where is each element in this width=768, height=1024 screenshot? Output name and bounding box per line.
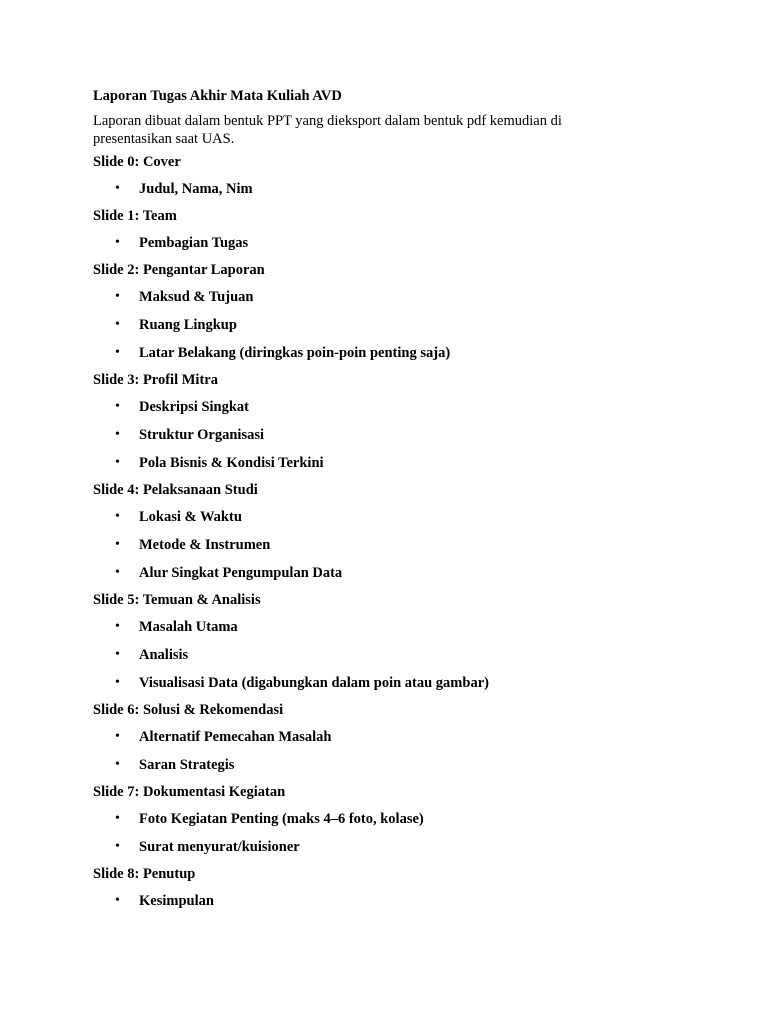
bullet-list (93, 618, 713, 692)
slide-heading: Slide 0: Cover (93, 154, 181, 170)
list-item-text: Alternatif Pemecahan Masalah (139, 729, 332, 745)
list-item-text: Saran Strategis (139, 757, 235, 773)
list-item (93, 316, 713, 334)
slide-outline (93, 153, 713, 910)
slide-heading: Slide 6: Solusi & Rekomendasi (93, 702, 284, 718)
bullet-icon: • (115, 289, 120, 304)
bullet-icon: • (115, 509, 120, 524)
bullet-icon: • (115, 181, 120, 196)
list-item (93, 344, 713, 362)
list-item (93, 536, 713, 554)
bullet-icon: • (115, 619, 120, 634)
list-item-text: Lokasi & Waktu (139, 509, 242, 525)
document-title: Laporan Tugas Akhir Mata Kuliah AVD (93, 88, 342, 104)
list-item-text: Pola Bisnis & Kondisi Terkini (139, 455, 324, 471)
list-item (93, 674, 713, 692)
list-item (93, 646, 713, 664)
list-item-text: Deskripsi Singkat (139, 399, 249, 415)
list-item-text: Maksud & Tujuan (139, 289, 254, 305)
list-item-text: Pembagian Tugas (139, 235, 249, 251)
list-item (93, 180, 713, 198)
bullet-icon: • (115, 839, 120, 854)
list-item (93, 508, 713, 526)
bullet-icon: • (115, 537, 120, 552)
list-item (93, 398, 713, 416)
list-item-text: Masalah Utama (139, 619, 238, 635)
slide-heading: Slide 2: Pengantar Laporan (93, 262, 265, 278)
bullet-icon: • (115, 565, 120, 580)
slide-heading: Slide 1: Team (93, 208, 177, 224)
list-item-text: Surat menyurat/kuisioner (139, 839, 300, 855)
bullet-list (93, 180, 713, 198)
intro-paragraph (93, 112, 713, 148)
bullet-icon: • (115, 345, 120, 360)
slide-heading: Slide 7: Dokumentasi Kegiatan (93, 784, 286, 800)
bullet-icon: • (115, 757, 120, 772)
list-item-text: Struktur Organisasi (139, 427, 265, 443)
bullet-icon: • (115, 675, 120, 690)
bullet-list (93, 728, 713, 774)
bullet-list (93, 810, 713, 856)
list-item (93, 454, 713, 472)
list-item (93, 564, 713, 582)
list-item-text: Analisis (139, 647, 189, 663)
bullet-icon: • (115, 647, 120, 662)
list-item-text: Ruang Lingkup (139, 317, 237, 333)
bullet-icon: • (115, 235, 120, 250)
list-item (93, 728, 713, 746)
intro-line: Laporan dibuat dalam bentuk PPT yang dieksport dalam bentuk pdf kemudian di (93, 113, 562, 129)
list-item (93, 756, 713, 774)
list-item-text: Kesimpulan (139, 893, 214, 909)
bullet-icon: • (115, 455, 120, 470)
list-item (93, 426, 713, 444)
document-page (93, 86, 713, 919)
list-item-text: Visualisasi Data (digabungkan dalam poin atau gambar) (139, 675, 489, 691)
bullet-icon: • (115, 729, 120, 744)
slide-heading: Slide 5: Temuan & Analisis (93, 592, 261, 608)
slide-heading: Slide 4: Pelaksanaan Studi (93, 482, 258, 498)
list-item-text: Metode & Instrumen (139, 537, 271, 553)
list-item (93, 838, 713, 856)
slide-heading: Slide 3: Profil Mitra (93, 372, 218, 388)
bullet-list (93, 288, 713, 362)
list-item (93, 234, 713, 252)
bullet-list (93, 508, 713, 582)
bullet-list (93, 398, 713, 472)
list-item (93, 810, 713, 828)
list-item (93, 288, 713, 306)
intro-line: presentasikan saat UAS. (93, 131, 235, 147)
list-item-text: Judul, Nama, Nim (139, 181, 253, 197)
bullet-icon: • (115, 427, 120, 442)
list-item-text: Alur Singkat Pengumpulan Data (139, 565, 343, 581)
bullet-icon: • (115, 399, 120, 414)
list-item-text: Foto Kegiatan Penting (maks 4–6 foto, kolase) (139, 811, 424, 827)
bullet-list (93, 234, 713, 252)
bullet-icon: • (115, 893, 120, 908)
bullet-icon: • (115, 317, 120, 332)
list-item-text: Latar Belakang (diringkas poin-poin penting saja) (139, 345, 451, 361)
list-item (93, 618, 713, 636)
bullet-list (93, 892, 713, 910)
bullet-icon: • (115, 811, 120, 826)
list-item (93, 892, 713, 910)
slide-heading: Slide 8: Penutup (93, 866, 196, 882)
